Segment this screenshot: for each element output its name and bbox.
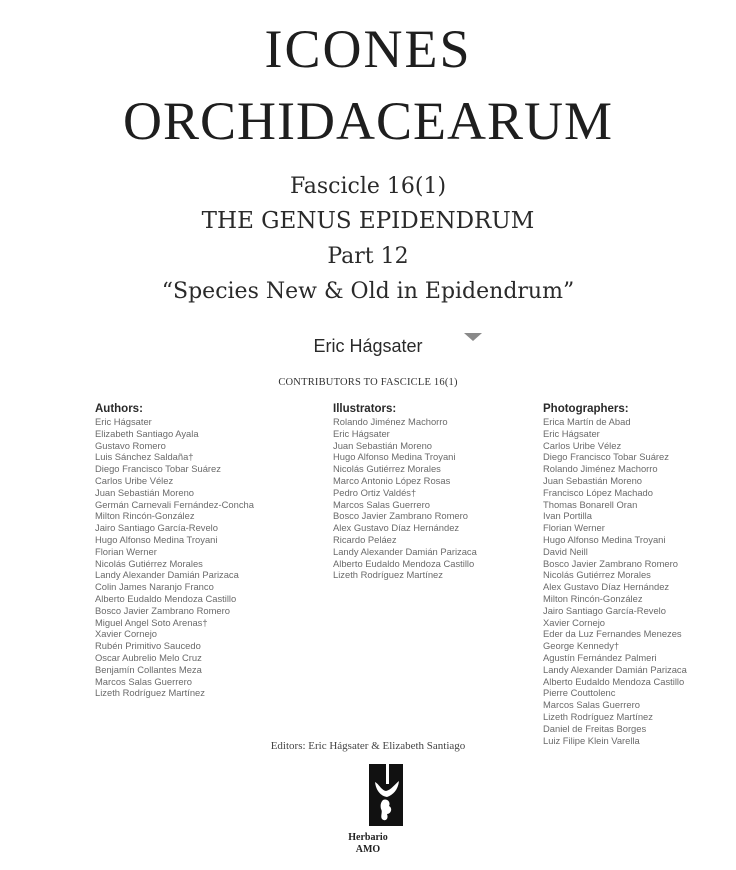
photographers-name-item: Francisco López Machado bbox=[543, 486, 653, 498]
authors-heading: Authors: bbox=[95, 403, 143, 415]
herbario-amo-logo-icon bbox=[369, 764, 403, 826]
photographers-name-item: Erica Martín de Abad bbox=[543, 416, 631, 427]
illustrators-name-item: Eric Hágsater bbox=[333, 427, 390, 439]
illustrators-name-item: Ricardo Peláez bbox=[333, 533, 397, 545]
illustrators-name-item: Alberto Eudaldo Mendoza Castillo bbox=[333, 557, 475, 569]
authors-name-item: Juan Sebastián Moreno bbox=[95, 486, 195, 498]
photographers-name-item: Landy Alexander Damián Parizaca bbox=[543, 663, 687, 675]
authors-name-item: Elizabeth Santiago Ayala bbox=[95, 427, 199, 439]
photographers-name-item: Xavier Cornejo bbox=[543, 616, 606, 628]
photographers-name-item: Thomas Bonarell Oran bbox=[543, 498, 638, 510]
photographers-name-item: Nicolás Gutiérrez Morales bbox=[543, 569, 651, 581]
authors-name-item: Hugo Alfonso Medina Troyani bbox=[95, 533, 218, 545]
authors-name-item: Alberto Eudaldo Mendoza Castillo bbox=[95, 592, 237, 604]
authors-name-item: Colin James Naranjo Franco bbox=[95, 581, 214, 593]
illustrators-column bbox=[333, 403, 477, 581]
photographers-name-item: Alberto Eudaldo Mendoza Castillo bbox=[543, 675, 685, 687]
authors-name-item: Carlos Uribe Vélez bbox=[95, 474, 174, 486]
photographers-name-item: Alex Gustavo Díaz Hernández bbox=[543, 581, 670, 593]
photographers-name-item: Milton Rincón-González bbox=[543, 592, 643, 604]
authors-name-item: Marcos Salas Guerrero bbox=[95, 675, 192, 687]
illustrators-name-item: Marcos Salas Guerrero bbox=[333, 498, 430, 510]
photographers-name-item: Pierre Couttolenc bbox=[543, 687, 616, 699]
authors-name-item: Germán Carnevali Fernández-Concha bbox=[95, 498, 254, 510]
authors-name-item: Xavier Cornejo bbox=[95, 628, 158, 640]
authors-name-item: Nicolás Gutiérrez Morales bbox=[95, 557, 203, 569]
authors-name-item: Gustavo Romero bbox=[95, 439, 166, 451]
authors-name-item: Rubén Primitivo Saucedo bbox=[95, 640, 201, 652]
photographers-name-item: Marcos Salas Guerrero bbox=[543, 699, 640, 711]
photographers-name-item: Carlos Uribe Vélez bbox=[543, 439, 622, 451]
authors-name-item: Miguel Angel Soto Arenas† bbox=[95, 616, 208, 628]
photographers-name-item: David Neill bbox=[543, 545, 588, 557]
publisher-line-2: AMO bbox=[355, 844, 381, 855]
publisher-name bbox=[0, 832, 736, 856]
title-line-1: ICONES bbox=[264, 19, 472, 79]
photographers-name-item: Eder da Luz Fernandes Menezes bbox=[543, 628, 682, 640]
authors-column bbox=[95, 403, 254, 699]
illustrators-name-item: Bosco Javier Zambrano Romero bbox=[333, 510, 468, 522]
photographers-name-item: Rolando Jiménez Machorro bbox=[543, 463, 658, 475]
authors-name-item: Jairo Santiago García-Revelo bbox=[95, 522, 218, 534]
authors-name-item: Landy Alexander Damián Parizaca bbox=[95, 569, 239, 581]
illustrators-name-item: Pedro Ortiz Valdés† bbox=[333, 486, 417, 498]
authors-name-item: Benjamín Collantes Meza bbox=[95, 663, 202, 675]
photographers-name-item: Agustín Fernández Palmeri bbox=[543, 651, 657, 663]
volume-subtitle: “Species New & Old in Epidendrum” bbox=[161, 279, 575, 304]
illustrators-name-item: Landy Alexander Damián Parizaca bbox=[333, 545, 477, 557]
illustrators-name-item: Hugo Alfonso Medina Troyani bbox=[333, 451, 456, 463]
photographers-name-item: Jairo Santiago García-Revelo bbox=[543, 604, 666, 616]
illustrators-name-item: Rolando Jiménez Machorro bbox=[333, 416, 448, 427]
authors-name-item: Milton Rincón-González bbox=[95, 510, 195, 522]
authors-list bbox=[95, 416, 254, 699]
illustrators-heading: Illustrators: bbox=[333, 403, 397, 415]
photographers-name-item: Lizeth Rodríguez Martínez bbox=[543, 710, 653, 722]
photographers-column bbox=[543, 403, 687, 746]
illustrators-list bbox=[333, 416, 477, 581]
photographers-name-item: Juan Sebastián Moreno bbox=[543, 474, 643, 486]
publisher-line-1: Herbario bbox=[348, 832, 388, 843]
photographers-name-item: Luiz Filipe Klein Varella bbox=[543, 734, 640, 746]
editors-line: Editors: Eric Hágsater & Elizabeth Santiago bbox=[270, 740, 466, 752]
genus-title: THE GENUS EPIDENDRUM bbox=[201, 208, 535, 234]
photographers-name-item: Florian Werner bbox=[543, 522, 605, 534]
title-line-2: ORCHIDACEARUM bbox=[122, 91, 614, 151]
photographers-list bbox=[543, 416, 687, 746]
main-author: Eric Hágsater bbox=[313, 336, 423, 356]
photographers-name-item: George Kennedy† bbox=[543, 640, 620, 652]
authors-name-item: Oscar Aubrelio Melo Cruz bbox=[95, 651, 202, 663]
photographers-name-item: Ivan Portilla bbox=[543, 510, 592, 522]
photographers-name-item: Bosco Javier Zambrano Romero bbox=[543, 557, 678, 569]
illustrators-name-item: Nicolás Gutiérrez Morales bbox=[333, 463, 441, 475]
photographers-name-item: Daniel de Freitas Borges bbox=[543, 722, 647, 734]
authors-name-item: Luis Sánchez Saldaña† bbox=[95, 451, 194, 463]
illustrators-name-item: Marco Antonio López Rosas bbox=[333, 474, 451, 486]
photographers-name-item: Diego Francisco Tobar Suárez bbox=[543, 451, 669, 463]
fascicle-number: Fascicle 16(1) bbox=[289, 174, 447, 199]
photographers-name-item: Hugo Alfonso Medina Troyani bbox=[543, 533, 666, 545]
photographers-name-item: Eric Hágsater bbox=[543, 427, 600, 439]
illustrators-name-item: Lizeth Rodríguez Martínez bbox=[333, 569, 443, 581]
authors-name-item: Eric Hágsater bbox=[95, 416, 152, 427]
authors-name-item: Bosco Javier Zambrano Romero bbox=[95, 604, 230, 616]
illustrators-name-item: Alex Gustavo Díaz Hernández bbox=[333, 522, 460, 534]
photographers-heading: Photographers: bbox=[543, 403, 629, 415]
authors-name-item: Lizeth Rodríguez Martínez bbox=[95, 687, 205, 699]
authors-name-item: Diego Francisco Tobar Suárez bbox=[95, 463, 221, 475]
part-number: Part 12 bbox=[327, 244, 409, 269]
contributors-heading: CONTRIBUTORS TO FASCICLE 16(1) bbox=[278, 377, 458, 388]
authors-name-item: Florian Werner bbox=[95, 545, 157, 557]
illustrators-name-item: Juan Sebastián Moreno bbox=[333, 439, 433, 451]
